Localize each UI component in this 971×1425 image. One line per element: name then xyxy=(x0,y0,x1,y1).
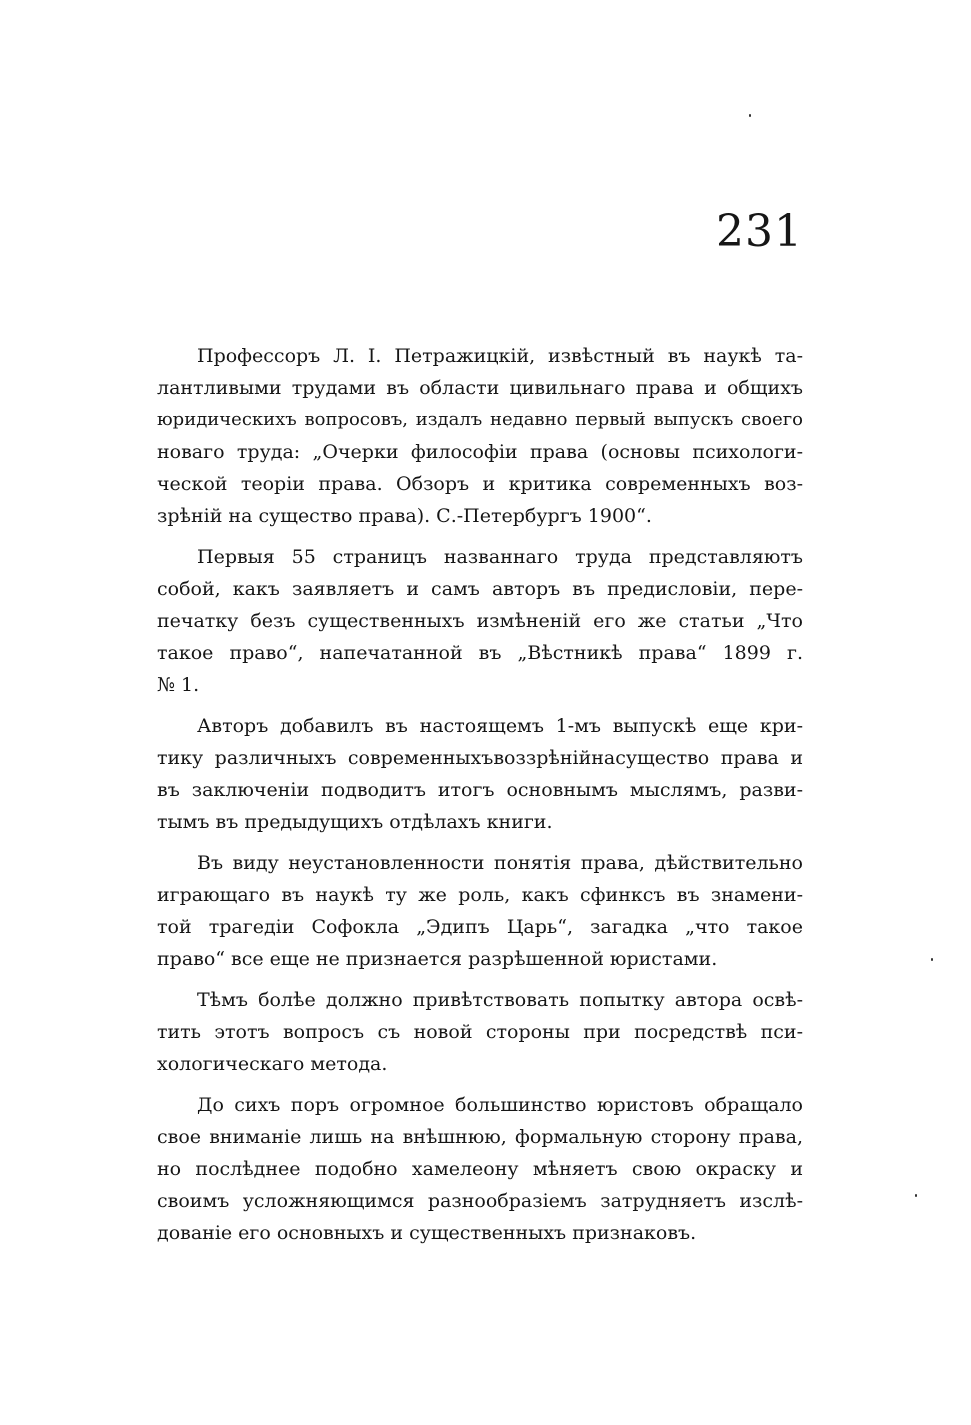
text-line: № 1. xyxy=(157,674,200,696)
text-line: Тѣмъ болѣе должно привѣтствовать попытку автора освѣ- xyxy=(197,989,803,1011)
text-line: свое вниманiе лишь на внѣшнюю, формальную сторону права, xyxy=(157,1126,803,1148)
text-line: въ заключенiи подводитъ итогъ основнымъ мыслямъ, разви- xyxy=(157,779,803,801)
text-line: зрѣнiй на существо права). С.-Петербургъ 1900“. xyxy=(157,505,652,527)
text-line: но послѣднее подобно хамелеону мѣняетъ свою окраску и xyxy=(157,1158,803,1180)
text-line: Авторъ добавилъ въ настоящемъ 1-мъ выпускѣ еще кри- xyxy=(197,715,803,737)
text-line: собой, какъ заявляетъ и самъ авторъ въ предисловiи, пере- xyxy=(157,578,803,600)
text-line: играющаго въ наукѣ ту же роль, какъ сфинксъ въ знамени- xyxy=(157,884,803,906)
text-line: хологическаго метода. xyxy=(157,1053,388,1075)
print-speck xyxy=(915,1194,917,1197)
text-line: такое право“, напечатанной въ „Вѣстникѣ права“ 1899 г. xyxy=(157,642,803,664)
paragraph-6 xyxy=(157,1089,803,1249)
print-speck xyxy=(749,114,751,117)
paragraph-4 xyxy=(157,847,803,975)
text-line: дованiе его основныхъ и существенныхъ признаковъ. xyxy=(157,1222,697,1244)
text-line: новаго труда: „Очерки философiи права (основы психологи- xyxy=(157,441,803,463)
page-number: 231 xyxy=(716,206,803,257)
text-body xyxy=(157,340,803,1258)
paragraph-3 xyxy=(157,710,803,838)
text-line: ческой теорiи права. Обзоръ и критика современныхъ воз- xyxy=(157,473,803,495)
text-line: Въ виду неустановленности понятiя права, дѣйствительно xyxy=(197,852,803,874)
text-line: право“ все еще не признается разрѣшенной юристами. xyxy=(157,948,718,970)
text-line: своимъ усложняющимся разнообразiемъ затрудняетъ изслѣ- xyxy=(157,1190,803,1212)
paragraph-5 xyxy=(157,984,803,1080)
text-line: До сихъ поръ огромное большинство юристовъ обращало xyxy=(197,1094,803,1116)
text-line: тить этотъ вопросъ съ новой стороны при посредствѣ пси- xyxy=(157,1021,803,1043)
text-line: той трагедiи Софокла „Эдипъ Царь“, загадка „что такое xyxy=(157,916,803,938)
paragraph-2 xyxy=(157,541,803,701)
text-line: тику различныхъ современныхъвоззрѣнiйнасущество права и xyxy=(157,747,803,769)
text-line: печатку безъ существенныхъ измѣненiй его же статьи „Что xyxy=(157,610,803,632)
paragraph-1 xyxy=(157,340,803,532)
text-line: юридическихъ вопросовъ, издалъ недавно первый выпускъ своего xyxy=(157,409,803,430)
print-speck xyxy=(931,958,933,961)
text-line: Первыя 55 страницъ названнаго труда представляютъ xyxy=(197,546,803,568)
text-line: Профессоръ Л. I. Петражицкiй, извѣстный въ наукѣ та- xyxy=(197,345,803,367)
text-line: тымъ въ предыдущихъ отдѣлахъ книги. xyxy=(157,811,553,833)
text-line: лантливыми трудами въ области цивильнаго права и общихъ xyxy=(157,377,803,399)
